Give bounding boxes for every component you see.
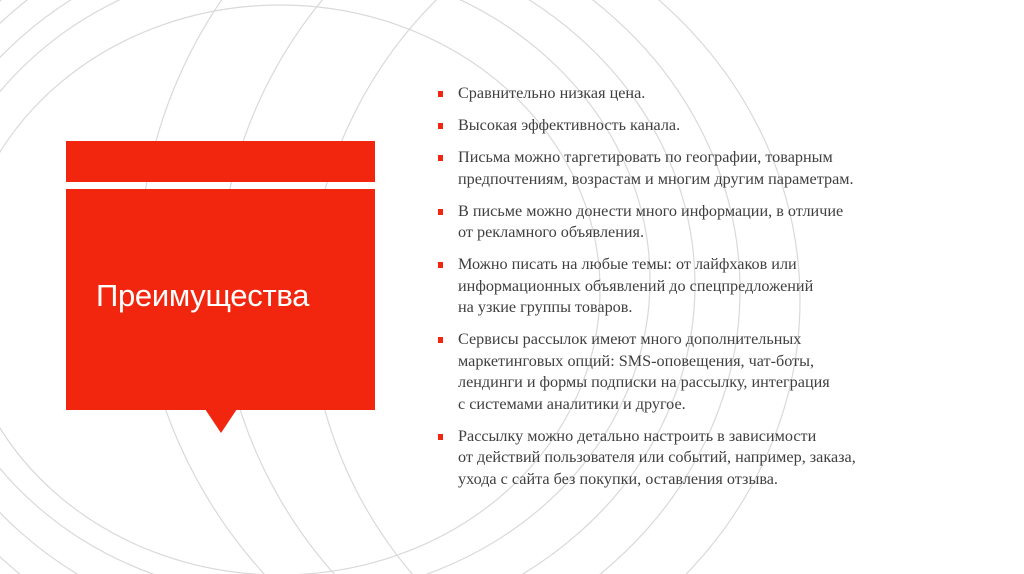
bullet-item — [438, 147, 998, 190]
square-bullet-icon — [438, 262, 443, 268]
bullet-item — [438, 426, 998, 491]
accent-strip — [66, 141, 375, 182]
bullet-text: Высокая эффективность канала. — [458, 116, 681, 134]
bullet-list — [438, 83, 998, 501]
bullet-text: Рассылку можно детально настроить в зависимости от действий пользователя или событий, например, заказа, ухода с сайта без покупки, оставления отзыва. — [458, 426, 856, 488]
bullet-text: В письме можно донести много информации, в отличие от рекламного объявления. — [458, 201, 844, 241]
bullet-text: Можно писать на любые темы: от лайфхаков или информационных объявлений до спецпредложений на узкие группы товаров. — [458, 255, 814, 316]
slide-title: Преимущества — [96, 278, 310, 313]
bullet-text: Письма можно таргетировать по географии, товарным предпочтениям, возрастам и многим другим параметрам. — [458, 148, 854, 188]
square-bullet-icon — [438, 434, 443, 440]
bullet-item — [438, 329, 998, 415]
bullet-item — [438, 115, 998, 137]
bullet-text: Сервисы рассылок имеют много дополнительных маркетинговых опций: SMS-оповещения, чат-боты, лендинги и формы подписки на рассылку, интеграция с системами аналитики и другое. — [458, 330, 830, 413]
bullet-item — [438, 83, 998, 105]
square-bullet-icon — [438, 155, 443, 161]
square-bullet-icon — [438, 209, 443, 215]
square-bullet-icon — [438, 337, 443, 343]
title-box-pointer — [205, 409, 237, 433]
bullet-item — [438, 254, 998, 319]
bullet-text: Сравнительно низкая цена. — [458, 84, 646, 102]
square-bullet-icon — [438, 123, 443, 129]
bullet-item — [438, 201, 998, 244]
square-bullet-icon — [438, 91, 443, 97]
